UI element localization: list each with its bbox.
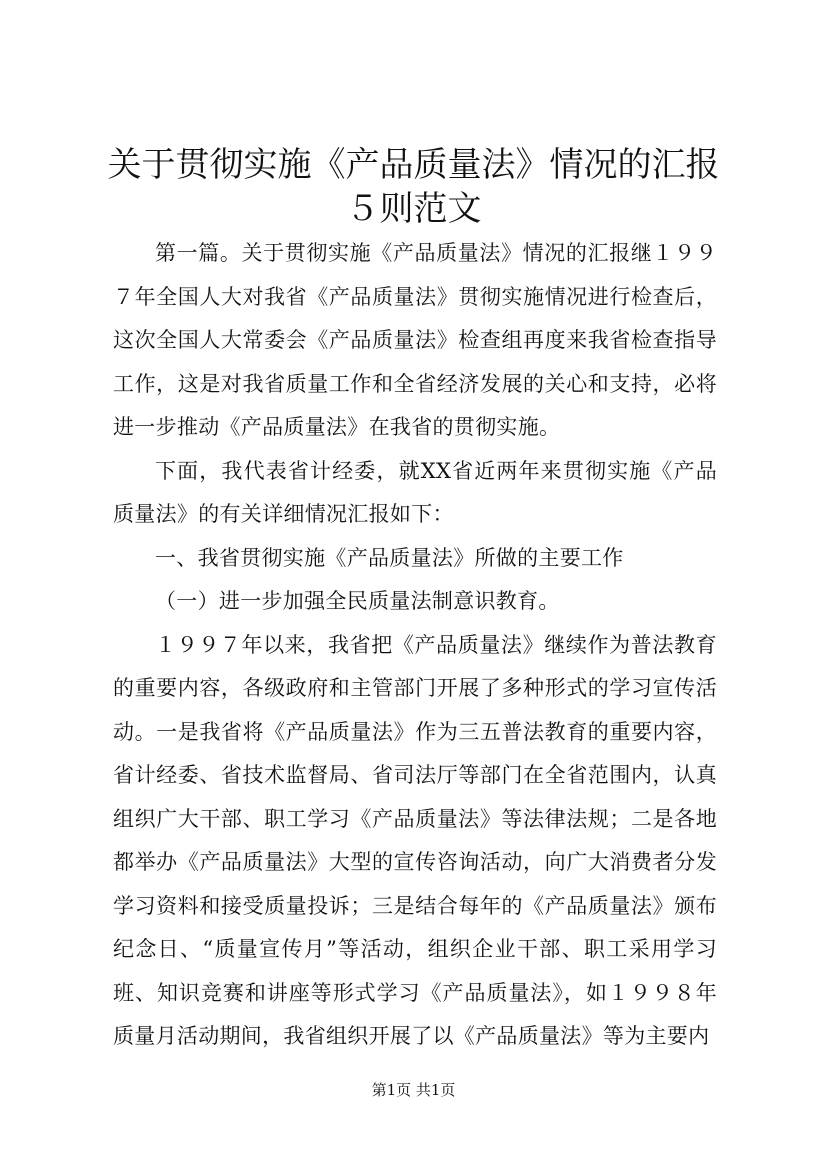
paragraph-intro: 第一篇。关于贯彻实施《产品质量法》情况的汇报继１９９７年全国人大对我省《产品质量法》贯彻实施情况进行检查后，这次全国人大常委会《产品质量法》检查组再度来我省检查指导工作，这是对我省质量工作和全省经济发展的关心和支持，必将进一步推动《产品质量法》在我省的贯彻实施。	[113, 241, 717, 439]
document-title: 关于贯彻实施《产品质量法》情况的汇报５则范文	[107, 145, 720, 229]
document-body	[113, 232, 717, 1059]
section-heading-main-work: 一、我省贯彻实施《产品质量法》所做的主要工作	[155, 545, 624, 570]
page-footer: 第1页 共1页	[371, 1081, 456, 1099]
paragraph-report-statement: 下面，我代表省计经委，就XX省近两年来贯彻实施《产品质量法》的有关详细情况汇报如下：	[113, 458, 717, 526]
paragraph-education-details: １９９７年以来，我省把《产品质量法》继续作为普法教育的重要内容，各级政府和主管部门开展了多种形式的学习宣传活动。一是我省将《产品质量法》作为三五普法教育的重要内容，省计经委、省技术监督局、省司法厅等部门在全省范围内，认真组织广大干部、职工学习《产品质量法》等法律法规；二是各地都举办《产品质量法》大型的宣传咨询活动，向广大消费者分发学习资料和接受质量投诉；三是结合每年的《产品质量法》颁布纪念日、“质量宣传月”等活动，组织企业干部、职工采用学习班、知识竞赛和讲座等形式学习《产品质量法》，如１９９８年质量月活动期间，我省组织开展了以《产品质量法》等为主要内	[113, 632, 717, 1048]
subsection-heading-legal-education: （一）进一步加强全民质量法制意识教育。	[155, 589, 560, 613]
